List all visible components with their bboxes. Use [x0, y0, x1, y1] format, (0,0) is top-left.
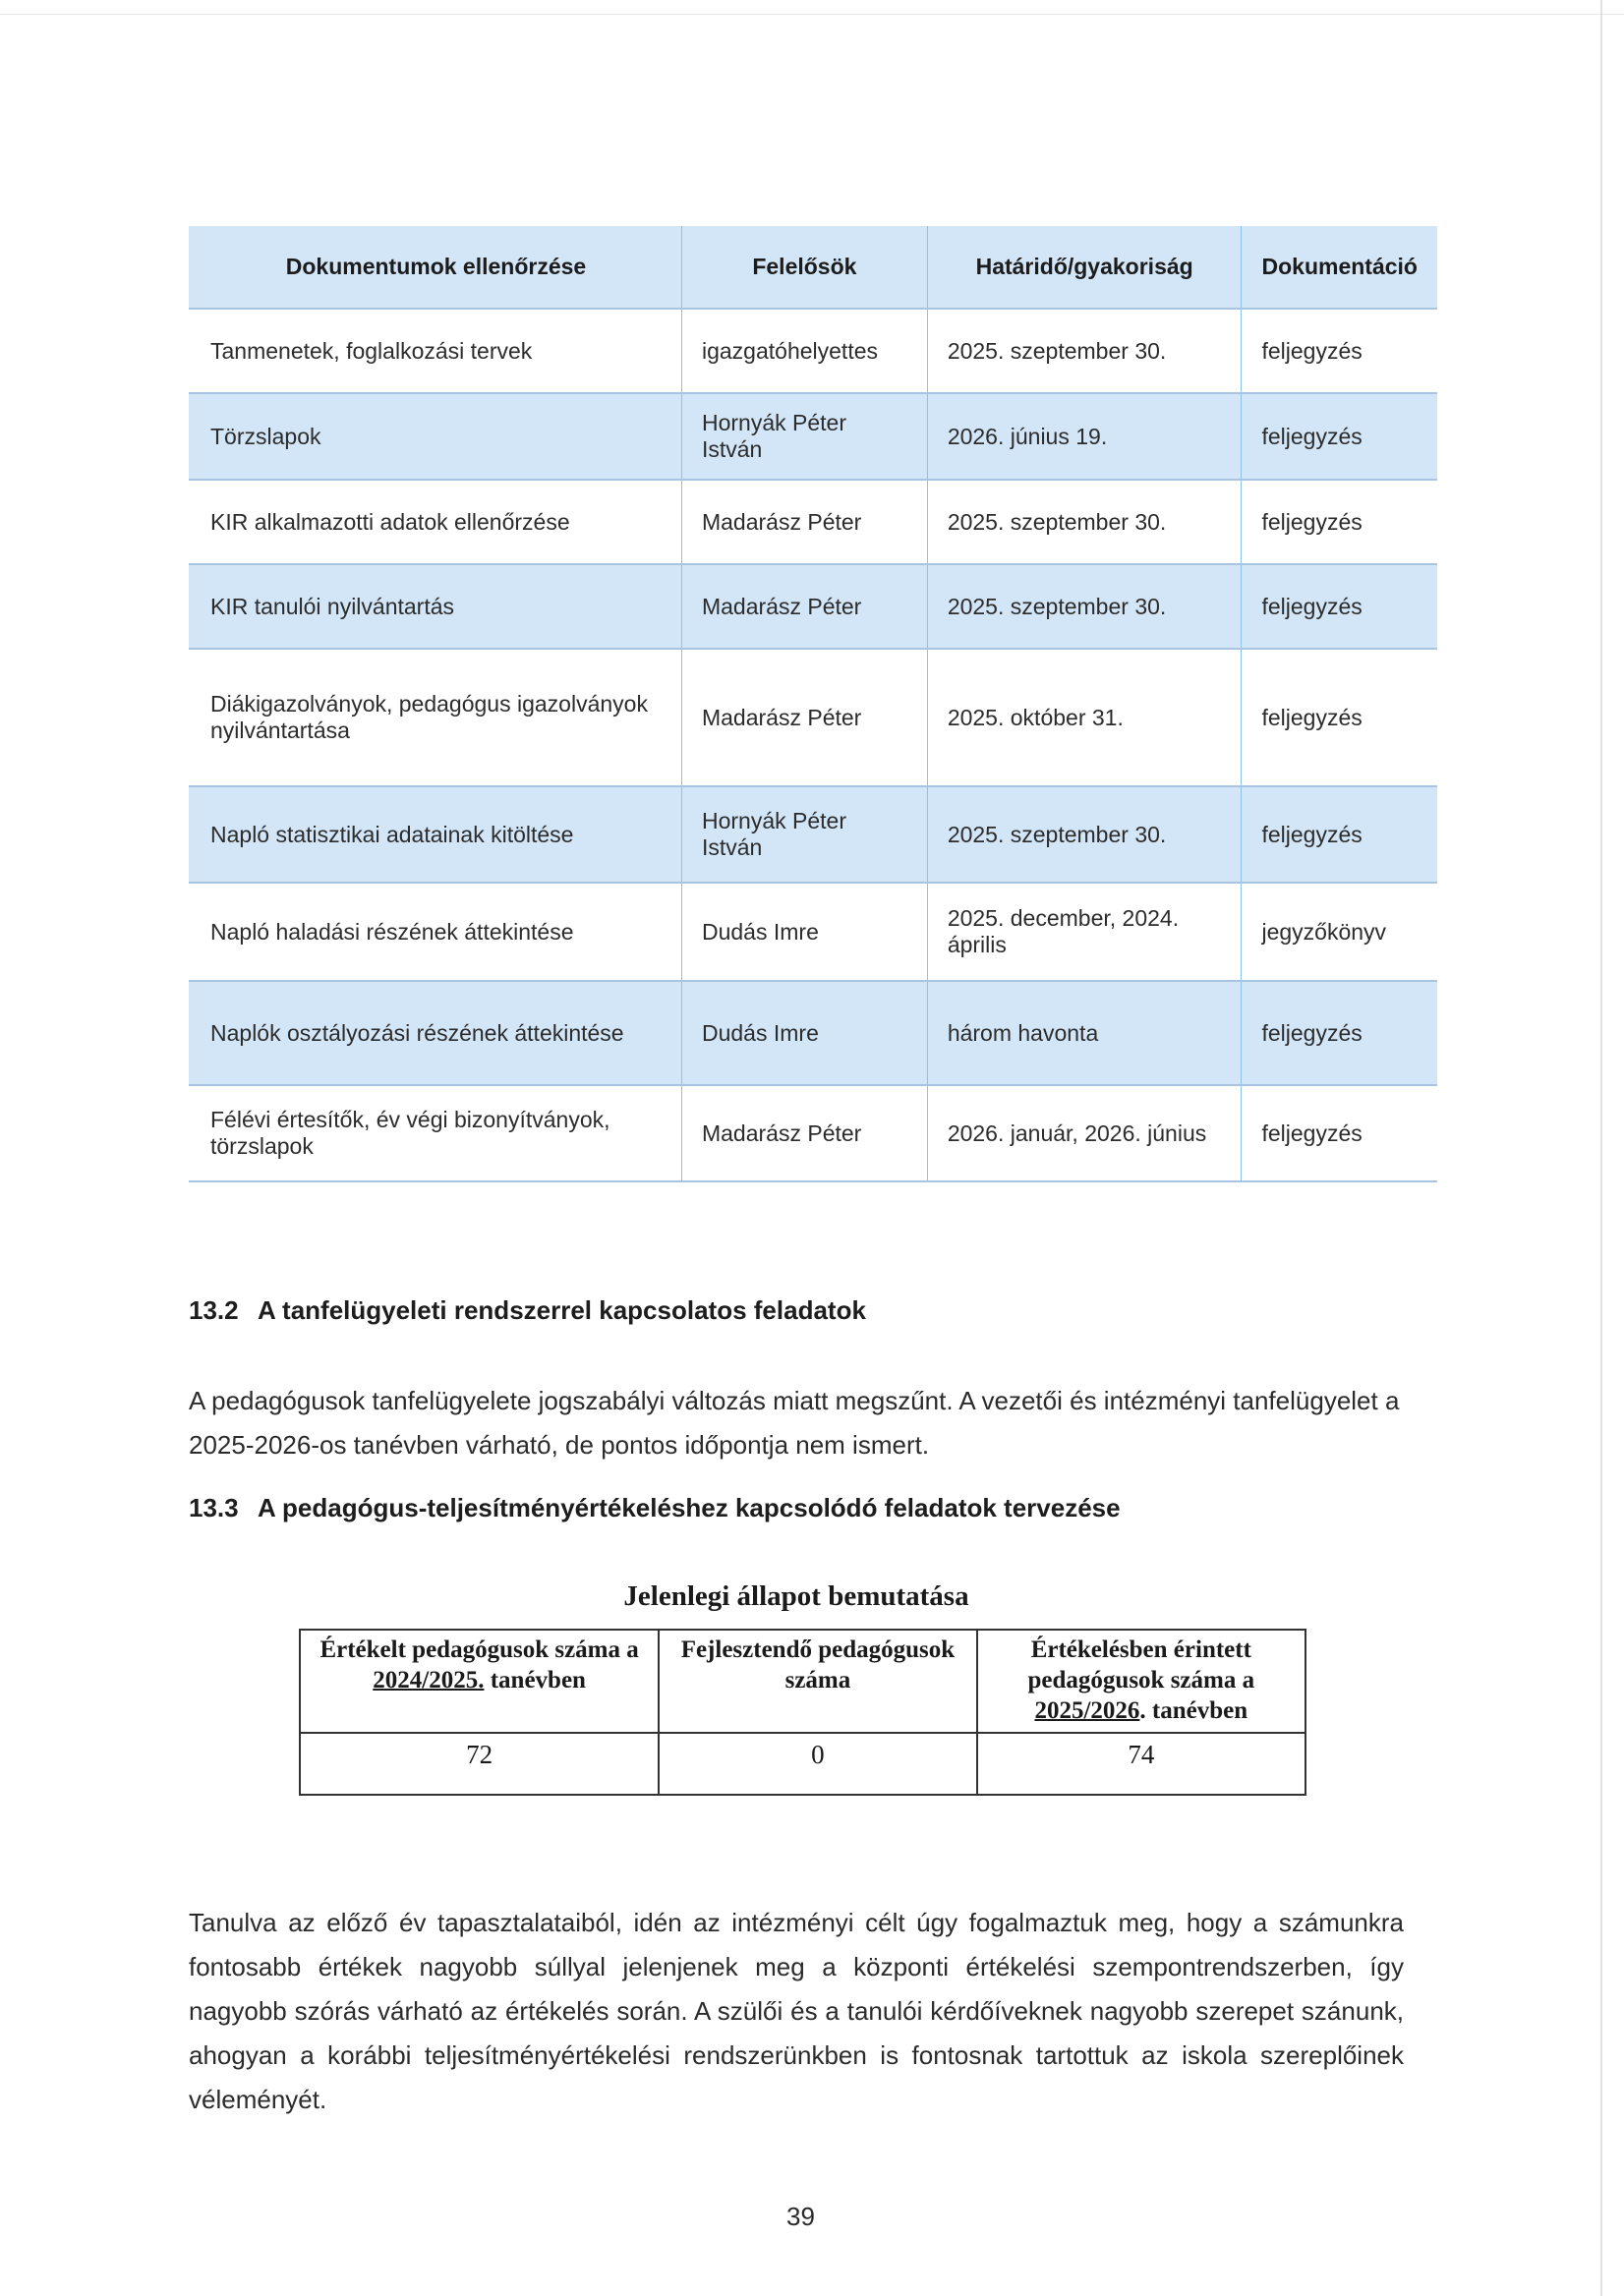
closing-paragraph: Tanulva az előző év tapasztalataiból, idén az intézményi célt úgy fogalmaztuk meg, hogy a számunkra fontosabb értékek nagyobb súllyal jelenjenek meg a központi értékelési szempontrendszerben, így nagyobb szórás várható az értékelés során. A szülői és a tanulói kérdőíveknek nagyobb szerepet szánunk, ahogyan a korábbi teljesítményértékelési rendszerünkben is fontosnak tartottuk az iskola szereplőinek véleményét.	[189, 1908, 1404, 2114]
cell-deadline: 2026. január, 2026. június	[927, 1085, 1242, 1181]
eval-header-row	[300, 1630, 1305, 1733]
document-check-table	[189, 226, 1437, 1182]
cell-responsible: Dudás Imre	[681, 883, 927, 981]
table-row	[189, 883, 1437, 981]
cell-task: Diákigazolványok, pedagógus igazolványok nyilvántartása	[210, 691, 648, 743]
cell-deadline: 2025. szeptember 30.	[927, 786, 1242, 883]
cell-documentation: feljegyzés	[1242, 981, 1437, 1085]
cell-deadline: 2025. október 31.	[927, 649, 1242, 786]
header-deadline: Határidő/gyakoriság	[927, 226, 1242, 309]
eval-table-title: Jelenlegi állapot bemutatása	[623, 1580, 969, 1612]
header-documentation: Dokumentáció	[1242, 226, 1437, 309]
section-title: A tanfelügyeleti rendszerrel kapcsolatos feladatok	[258, 1295, 866, 1325]
cell-documentation: feljegyzés	[1242, 649, 1437, 786]
cell-responsible: Hornyák Péter István	[681, 786, 927, 883]
eval-header-to-develop: Fejlesztendő pedagógusok száma	[659, 1630, 976, 1733]
cell-deadline: 2025. szeptember 30.	[927, 564, 1242, 649]
cell-documentation: feljegyzés	[1242, 564, 1437, 649]
page-number: 39	[786, 2202, 815, 2231]
cell-deadline: három havonta	[927, 981, 1242, 1085]
cell-documentation: feljegyzés	[1242, 480, 1437, 564]
eval-header-evaluated: Értékelt pedagógusok száma a 2024/2025. tanévben	[300, 1630, 659, 1733]
table-row	[189, 649, 1437, 786]
cell-responsible: Dudás Imre	[681, 981, 927, 1085]
eval-value-evaluated: 72	[300, 1733, 659, 1795]
cell-deadline: 2025. szeptember 30.	[927, 309, 1242, 393]
cell-task: Napló haladási részének áttekintése	[210, 918, 574, 945]
header-responsible: Felelősök	[681, 226, 927, 309]
cell-task: Naplók osztályozási részének áttekintése	[210, 1019, 624, 1046]
section-13-2-paragraph: A pedagógusok tanfelügyelete jogszabályi változás miatt megszűnt. A vezetői és intézményi tanfelügyelet a 2025-2026-os tanévben várható, de pontos időpontja nem ismert.	[189, 1386, 1400, 1460]
section-number: 13.3	[189, 1493, 239, 1522]
eval-value-row	[300, 1733, 1305, 1795]
cell-deadline: 2025. szeptember 30.	[927, 480, 1242, 564]
cell-task: KIR tanulói nyilvántartás	[210, 593, 455, 619]
eval-value-affected: 74	[977, 1733, 1305, 1795]
table-row	[189, 393, 1437, 480]
cell-responsible: Madarász Péter	[681, 480, 927, 564]
section-13-3-heading	[189, 1493, 1121, 1523]
cell-deadline: 2026. június 19.	[927, 393, 1242, 480]
cell-deadline: 2025. december, 2024. április	[927, 883, 1242, 981]
section-13-2-heading	[189, 1295, 866, 1326]
cell-task: Törzslapok	[210, 423, 321, 449]
eval-header-affected: Értékelésben érintett pedagógusok száma a 2025/2026. tanévben	[977, 1630, 1305, 1733]
scan-edge-top	[0, 14, 1624, 15]
header-task: Dokumentumok ellenőrzése	[285, 254, 587, 279]
cell-responsible: Hornyák Péter István	[681, 393, 927, 480]
cell-documentation: feljegyzés	[1242, 393, 1437, 480]
cell-documentation: feljegyzés	[1242, 786, 1437, 883]
table-row	[189, 309, 1437, 393]
section-number: 13.2	[189, 1295, 239, 1325]
section-title: A pedagógus-teljesítményértékeléshez kapcsolódó feladatok tervezése	[258, 1493, 1121, 1522]
cell-task: Félévi értesítők, év végi bizonyítványok, törzslapok	[210, 1107, 610, 1159]
cell-responsible: igazgatóhelyettes	[681, 309, 927, 393]
table-row	[189, 1085, 1437, 1181]
cell-task: KIR alkalmazotti adatok ellenőrzése	[210, 508, 570, 535]
table-row	[189, 981, 1437, 1085]
table-row	[189, 480, 1437, 564]
cell-documentation: feljegyzés	[1242, 1085, 1437, 1181]
table-row	[189, 564, 1437, 649]
cell-responsible: Madarász Péter	[681, 649, 927, 786]
cell-documentation: jegyzőkönyv	[1242, 883, 1437, 981]
scan-edge-right	[1600, 0, 1602, 2296]
cell-responsible: Madarász Péter	[681, 564, 927, 649]
cell-task: Tanmenetek, foglalkozási tervek	[210, 337, 533, 364]
cell-task: Napló statisztikai adatainak kitöltése	[210, 821, 574, 847]
table-row	[189, 786, 1437, 883]
eval-value-to-develop: 0	[659, 1733, 976, 1795]
table-header-row	[189, 226, 1437, 309]
evaluation-status-table	[299, 1629, 1306, 1796]
cell-documentation: feljegyzés	[1242, 309, 1437, 393]
cell-responsible: Madarász Péter	[681, 1085, 927, 1181]
